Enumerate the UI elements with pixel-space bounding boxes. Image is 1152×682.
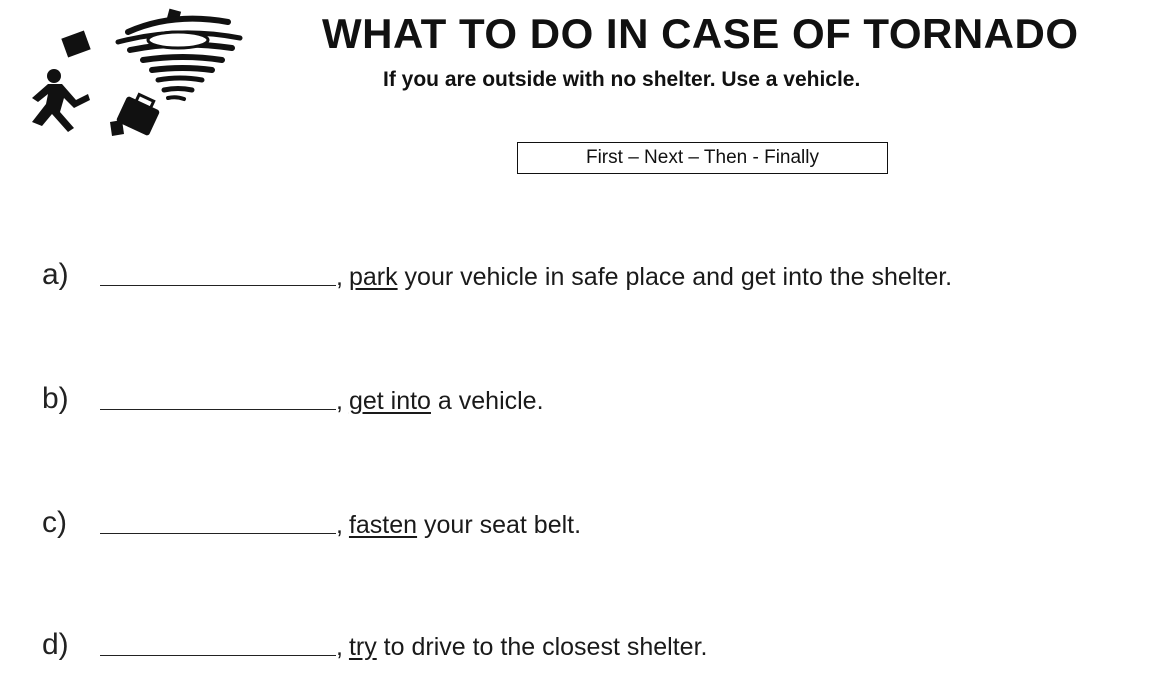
item-verb: try — [348, 633, 377, 661]
exercise-item-d — [42, 622, 707, 662]
item-letter: c) — [42, 506, 67, 539]
item-comma: , — [336, 511, 343, 539]
item-text: your vehicle in safe place and get into the shelter. — [397, 263, 953, 291]
item-letter: d) — [42, 628, 69, 661]
tornado-illustration — [18, 4, 258, 154]
item-letter: a) — [42, 258, 69, 291]
word-bank-text: First – Next – Then - Finally — [585, 147, 819, 168]
page-subtitle: If you are outside with no shelter. Use a vehicle. — [383, 68, 861, 91]
answer-blank[interactable] — [100, 285, 336, 286]
item-verb: fasten — [348, 511, 418, 539]
item-text: to drive to the closest shelter. — [376, 633, 708, 661]
item-text: a vehicle. — [430, 387, 544, 415]
item-comma: , — [336, 263, 343, 291]
item-verb: park — [348, 263, 398, 291]
item-comma: , — [336, 633, 343, 661]
item-text: your seat belt. — [417, 511, 582, 539]
answer-blank[interactable] — [100, 533, 336, 534]
exercise-item-a — [42, 252, 952, 292]
word-bank-box — [517, 142, 888, 174]
item-comma: , — [336, 387, 343, 415]
answer-blank[interactable] — [100, 655, 336, 656]
exercise-item-c — [42, 500, 581, 540]
item-letter: b) — [42, 382, 69, 415]
page-title: WHAT TO DO IN CASE OF TORNADO — [322, 10, 1079, 57]
exercise-item-b — [42, 376, 544, 416]
answer-blank[interactable] — [100, 409, 336, 410]
item-verb: get into — [348, 387, 431, 415]
